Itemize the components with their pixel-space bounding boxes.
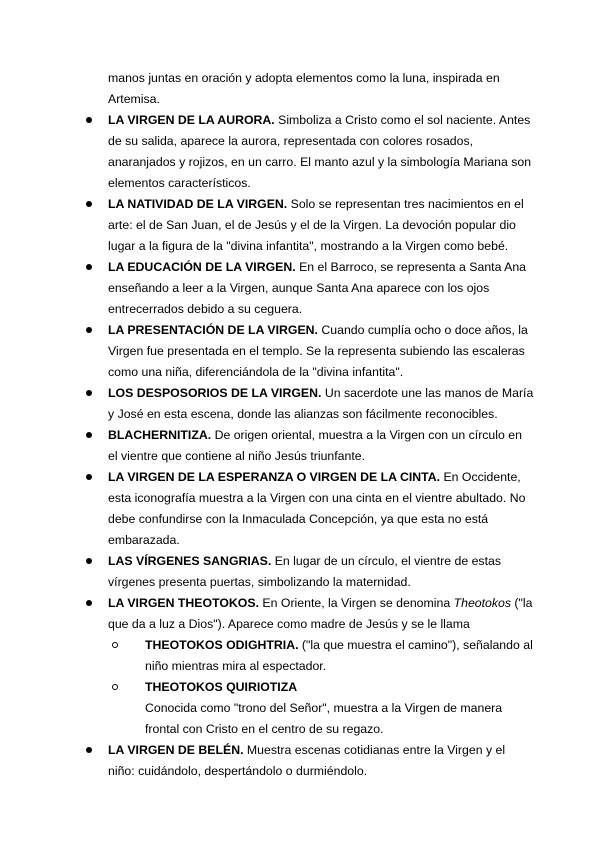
item-text: ("la que da a luz a Dios"). Aparece como madre de Jesús y se le llama (108, 596, 533, 631)
bullet-icon (86, 390, 92, 396)
item-text: En Occidente, esta iconografía muestra a la Virgen con una cinta en el vientre abultado. No debe confundirse con la Inmaculada Concepción, ya que esta no está embarazada. (108, 470, 526, 547)
sub-list-item (108, 635, 534, 677)
item-text: En Oriente, la Virgen se denomina (259, 596, 454, 610)
item-text: Solo se representan tres nacimientos en el arte: el de San Juan, el de Jesús y el de la Virgen. La devoción popular dio lugar a la figura de la "divina infantita", mostrando a la Virgen como bebé. (108, 197, 524, 253)
item-text: Simboliza a Cristo como el sol naciente. Antes de su salida, aparece la aurora, representada con colores rosados, anaranjados y rojizos, en un carro. El manto azul y la simbología Mariana son elementos característicos. (108, 113, 532, 190)
item-title: LA VIRGEN THEOTOKOS. (108, 596, 259, 610)
item-title: LOS DESPOSORIOS DE LA VIRGEN. (108, 386, 322, 400)
list-item (108, 320, 534, 383)
list-item (108, 467, 534, 551)
sub-list-item (108, 677, 534, 740)
lead-paragraph: manos juntas en oración y adopta elementos como la luna, inspirada en Artemisa. (108, 71, 500, 106)
sub-item-title: THEOTOKOS QUIRIOTIZA (145, 680, 298, 694)
bullet-icon (86, 117, 92, 123)
item-text: En el Barroco, se representa a Santa Ana enseñando a leer a la Virgen, aunque Santa Ana aparece con los ojos entrecerrados debido a su ceguera. (108, 260, 527, 316)
item-title: LA VIRGEN DE LA ESPERANZA O VIRGEN DE LA CINTA. (108, 470, 441, 484)
list-item (108, 194, 534, 257)
item-text: Muestra escenas cotidianas entre la Virgen y el niño: cuidándolo, despertándolo o durmiéndolo. (108, 743, 506, 778)
item-italic: Theotokos (453, 596, 512, 610)
item-title: LA EDUCACIÓN DE LA VIRGEN. (108, 260, 296, 274)
bullet-icon (86, 474, 92, 480)
item-title: BLACHERNITIZA. (108, 428, 212, 442)
item-text: De origen oriental, muestra a la Virgen con un círculo en el vientre que contiene al niño Jesús triunfante. (108, 428, 522, 463)
item-title: LA VIRGEN DE LA AURORA. (108, 113, 275, 127)
sub-item-text: ("la que muestra el camino"), señalando al niño mientras mira al espectador. (145, 638, 533, 673)
item-text: En lugar de un círculo, el vientre de estas vírgenes presenta puertas, simbolizando la maternidad. (108, 554, 501, 589)
item-text: Un sacerdote une las manos de María y José en esta escena, donde las alianzas son fácilmente reconocibles. (108, 386, 534, 421)
bullet-icon (86, 327, 92, 333)
bullet-icon (86, 201, 92, 207)
item-title: LA VIRGEN DE BELÉN. (108, 743, 244, 757)
iconography-list (108, 110, 534, 782)
list-item-theotokos (108, 593, 534, 740)
sub-item-title: THEOTOKOS ODIGHTRIA. (145, 638, 299, 652)
list-item (108, 257, 534, 320)
theotokos-sublist (108, 635, 534, 740)
list-item (108, 425, 534, 467)
bullet-icon (86, 264, 92, 270)
bullet-icon (86, 747, 92, 753)
item-title: LA PRESENTACIÓN DE LA VIRGEN. (108, 323, 318, 337)
item-title: LA NATIVIDAD DE LA VIRGEN. (108, 197, 288, 211)
bullet-icon (86, 558, 92, 564)
item-title: LAS VÍRGENES SANGRIAS. (108, 554, 272, 568)
list-item (108, 740, 534, 782)
bullet-icon (86, 432, 92, 438)
sub-item-text: Conocida como "trono del Señor", muestra a la Virgen de manera frontal con Cristo en el centro de su regazo. (145, 701, 503, 736)
list-item (108, 383, 534, 425)
circle-bullet-icon (112, 684, 118, 690)
list-item (108, 551, 534, 593)
bullet-icon (86, 600, 92, 606)
circle-bullet-icon (112, 642, 118, 648)
list-item (108, 110, 534, 194)
item-text: Cuando cumplía ocho o doce años, la Virgen fue presentada en el templo. Se la representa subiendo las escaleras como una niña, diferenciándola de la "divina infantita". (108, 323, 528, 379)
